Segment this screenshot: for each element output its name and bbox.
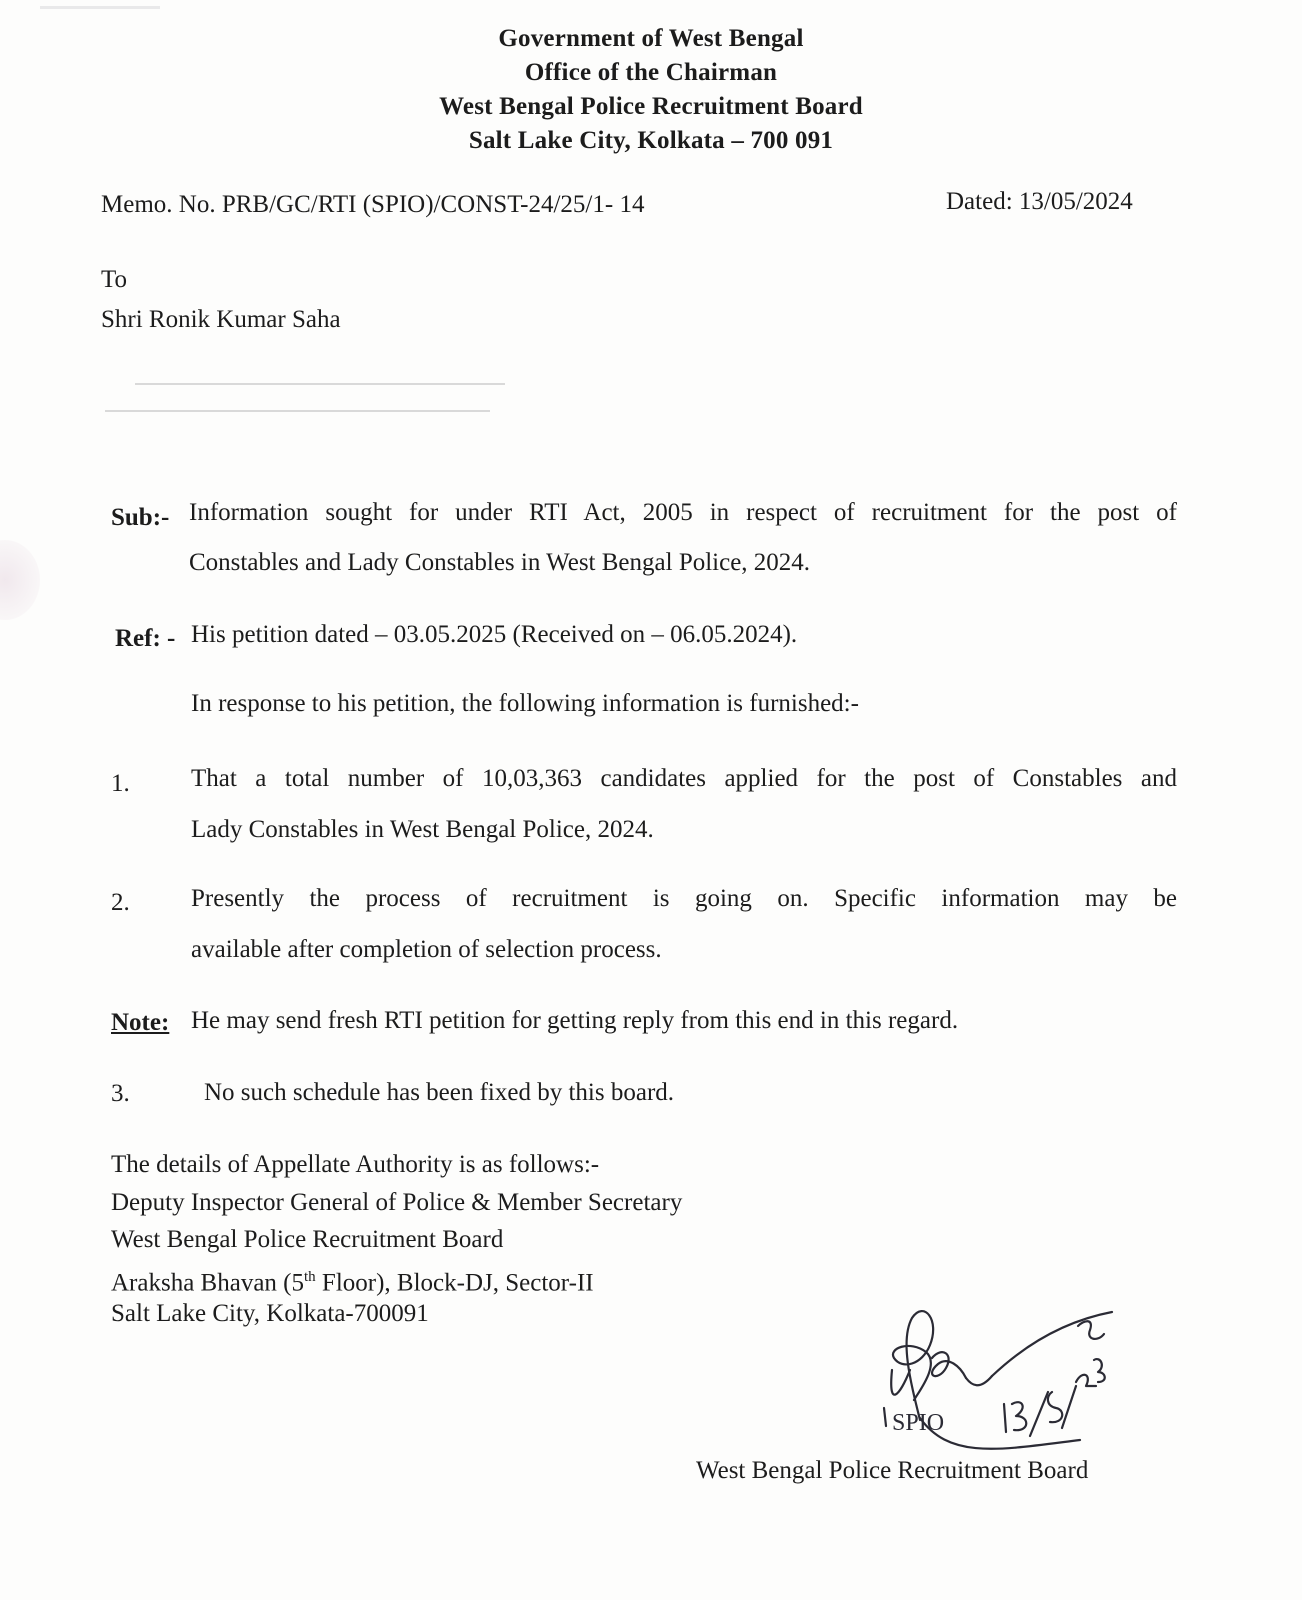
reference-label: Ref: - — [115, 625, 176, 652]
redacted-address-line — [105, 410, 490, 412]
handwritten-signature — [880, 1300, 1140, 1470]
point-2-line-2: available after completion of selection process. — [191, 936, 662, 963]
signature-spio-text: SPIO — [892, 1410, 945, 1436]
appellate-city: Salt Lake City, Kolkata-700091 — [111, 1300, 429, 1327]
point-1-line-2: Lady Constables in West Bengal Police, 2024. — [191, 816, 654, 843]
appellate-building-post: Floor), Block-DJ, Sector-II — [315, 1269, 594, 1297]
scan-artifact — [40, 6, 160, 9]
memo-date: Dated: 13/05/2024 — [946, 188, 1133, 215]
response-intro: In response to his petition, the following information is furnished:- — [191, 690, 859, 717]
point-2-line-1: Presently the process of recruitment is going on. Specific information may be — [191, 885, 1177, 912]
appellate-building-sup: th — [304, 1269, 316, 1285]
signatory-office: West Bengal Police Recruitment Board — [696, 1457, 1089, 1484]
letterhead-government: Government of West Bengal — [498, 25, 804, 52]
letterhead-office: Office of the Chairman — [524, 59, 778, 86]
letterhead-address: Salt Lake City, Kolkata – 700 091 — [468, 127, 834, 154]
appellate-board: West Bengal Police Recruitment Board — [111, 1226, 504, 1253]
subject-label: Sub:- — [111, 504, 170, 531]
appellate-designation: Deputy Inspector General of Police & Member Secretary — [111, 1189, 683, 1216]
appellate-building-pre: Araksha Bhavan (5 — [111, 1269, 304, 1297]
subject-line-1: Information sought for under RTI Act, 2005 in respect of recruitment for the post of — [189, 499, 1177, 526]
addressee-to: To — [101, 266, 128, 293]
letterhead — [0, 22, 1302, 158]
subject-line-2: Constables and Lady Constables in West Bengal Police, 2024. — [189, 549, 811, 576]
appellate-building — [111, 1262, 594, 1298]
redacted-address-line — [135, 383, 505, 385]
note-text: He may send fresh RTI petition for getting reply from this end in this regard. — [191, 1007, 959, 1034]
point-number: 2. — [111, 889, 130, 916]
scan-artifact — [0, 540, 40, 620]
note-label: Note: — [111, 1009, 170, 1036]
appellate-intro: The details of Appellate Authority is as follows:- — [111, 1151, 600, 1178]
point-3-text: No such schedule has been fixed by this board. — [204, 1079, 675, 1106]
memo-number: Memo. No. PRB/GC/RTI (SPIO)/CONST-24/25/1- 14 — [101, 191, 645, 218]
addressee-name: Shri Ronik Kumar Saha — [101, 306, 341, 333]
reference-text: His petition dated – 03.05.2025 (Received on – 06.05.2024). — [191, 621, 798, 648]
point-number: 1. — [111, 770, 130, 797]
point-number: 3. — [111, 1080, 130, 1107]
letterhead-board: West Bengal Police Recruitment Board — [439, 93, 863, 120]
point-1-line-1: That a total number of 10,03,363 candidates applied for the post of Constables and — [191, 765, 1177, 792]
